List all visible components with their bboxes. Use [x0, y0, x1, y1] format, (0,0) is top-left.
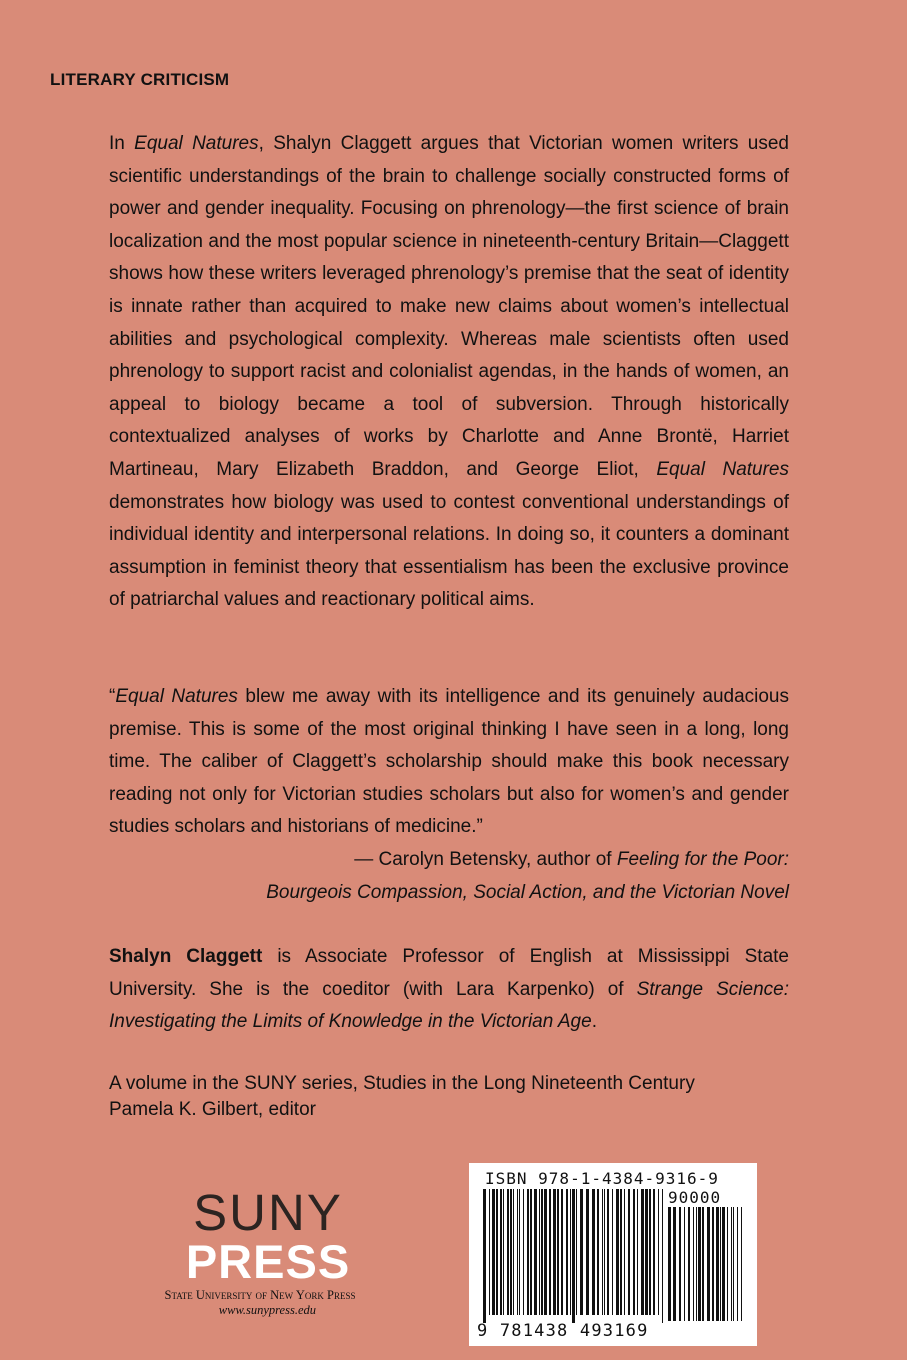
barcode-bar: [604, 1189, 605, 1315]
barcode-bar: [702, 1207, 704, 1321]
barcode-bar: [549, 1189, 551, 1315]
ean-barcode-bars: [483, 1189, 663, 1323]
barcode-bar: [592, 1189, 595, 1315]
addon-barcode-bars: [668, 1207, 742, 1321]
isbn-label: ISBN 978-1-4384-9316-9: [485, 1169, 719, 1188]
blurb-book-title: Equal Natures: [134, 133, 259, 154]
bio-text: is Associate Professor of English at Mississippi State University. She is the coeditor (with Lara Karpenko) of: [109, 946, 789, 1000]
barcode-bar: [741, 1207, 742, 1321]
barcode-bar: [576, 1189, 577, 1315]
blurb-paragraph: [109, 128, 789, 617]
barcode-bar: [698, 1207, 701, 1321]
barcode-bar: [570, 1189, 571, 1315]
barcode-bar: [523, 1189, 524, 1315]
barcode-bar: [668, 1207, 671, 1321]
barcode-bar: [602, 1189, 603, 1315]
quote-paragraph: [109, 681, 789, 844]
barcode-bar: [733, 1207, 734, 1321]
blurb-intro: In: [109, 133, 135, 154]
barcode-bar: [633, 1189, 635, 1315]
attribution-line-2: [266, 877, 789, 910]
barcode-bar: [620, 1189, 622, 1315]
endorsement-quote: [109, 681, 789, 844]
author-bio: [109, 941, 789, 1039]
barcode-bar: [707, 1207, 710, 1321]
quote-text: blew me away with its intelligence and its genuinely audacious premise. This is some of the most original thinking I have seen in a long, long time. The caliber of Claggett’s scholarship should make this book necessary reading not only for Victorian studies scholars but also for women’s and gender studies scholars and historians of medicine.”: [109, 686, 790, 838]
bio-paragraph: [109, 941, 789, 1039]
barcode-bar: [597, 1189, 599, 1315]
attribution-title-2: Bourgeois Compassion, Social Action, and the Victorian Novel: [266, 881, 789, 903]
barcode-bar: [737, 1207, 738, 1321]
barcode-bar: [572, 1189, 575, 1323]
barcode-bar: [503, 1189, 504, 1315]
barcode-bar: [662, 1189, 663, 1323]
barcode-bar: [653, 1189, 655, 1315]
barcode-bar: [612, 1189, 613, 1315]
barcode-bar: [489, 1189, 490, 1315]
barcode-bar: [492, 1189, 495, 1315]
barcode-bar: [580, 1189, 583, 1315]
publisher-url: www.sunypress.edu: [218, 1303, 316, 1317]
suny-press-logo: [140, 1184, 380, 1318]
blurb-text-1: , Shalyn Claggett argues that Victorian women writers used scientific understandings of the brain to challenge socially constructed forms of power and gender inequality. Focusing on phrenology—the first science of brain localization and the most popular science in nineteenth-century Britain—Claggett shows how these writers leveraged phrenology’s premise that the seat of identity is innate rather than acquired to make new claims about women’s intellectual abilities and psychological complexity. Whereas male scientists often used phrenology to support racist and colonialist agendas, in the hands of women, an appeal to biology became a tool of subversion. Through historically contextualized analyses of works by Charlotte and Anne Brontë, Harriet Martineau, Mary Elizabeth Braddon, and George Eliot,: [109, 133, 790, 480]
description-blurb: [109, 128, 789, 617]
bio-book-title: Strange Science: Investigating the Limits of Knowledge in the Victorian Age: [109, 978, 789, 1033]
barcode-bar: [544, 1189, 547, 1315]
barcode-bar: [586, 1189, 589, 1315]
barcode-bar: [557, 1189, 559, 1315]
attribution-title-1: Feeling for the Poor:: [616, 849, 789, 870]
barcode-bar: [649, 1189, 651, 1315]
logo-suny-text: SUNY: [193, 1184, 343, 1241]
barcode-bar: [716, 1207, 719, 1321]
attribution-line-1: [266, 844, 789, 877]
series-editor: Pamela K. Gilbert, editor: [109, 1099, 316, 1120]
addon-code: 90000: [668, 1188, 722, 1207]
barcode-bar: [513, 1189, 514, 1315]
bio-end: .: [591, 1011, 597, 1033]
barcode-bar: [722, 1207, 725, 1321]
barcode-bar: [553, 1189, 556, 1315]
barcode-bar: [530, 1189, 532, 1315]
barcode-bar: [561, 1189, 563, 1315]
barcode-bar: [679, 1207, 681, 1321]
barcode-bar: [637, 1189, 638, 1315]
barcode-bar: [519, 1189, 520, 1315]
barcode-bar: [510, 1189, 512, 1315]
isbn-barcode: [469, 1163, 757, 1346]
quote-attribution: [266, 844, 789, 909]
series-line-1: A volume in the SUNY series, Studies in the Long Nineteenth Century: [109, 1073, 695, 1094]
quote-open-mark: “: [109, 686, 116, 707]
barcode-bar: [727, 1207, 728, 1321]
barcode-bar: [616, 1189, 619, 1315]
barcode-bar: [624, 1189, 625, 1315]
barcode-bar: [496, 1189, 498, 1315]
barcode-bar: [693, 1207, 694, 1321]
barcode-bar: [658, 1189, 659, 1315]
barcode-bar: [712, 1207, 714, 1321]
barcode-bar: [645, 1189, 648, 1315]
barcode-bar: [500, 1189, 502, 1315]
barcode-bar: [566, 1189, 568, 1315]
series-info: [109, 1071, 809, 1123]
barcode-bar: [641, 1189, 644, 1315]
barcode-bar: [534, 1189, 537, 1315]
barcode-bar: [483, 1189, 486, 1323]
barcode-bar: [527, 1189, 529, 1315]
barcode-bar: [684, 1207, 685, 1321]
author-name: Shalyn Claggett: [109, 946, 263, 967]
quote-book-title: Equal Natures: [115, 686, 238, 707]
barcode-bar: [607, 1189, 609, 1315]
barcode-bar: [507, 1189, 509, 1315]
barcode-bar: [720, 1207, 721, 1321]
barcode-bar: [628, 1189, 630, 1315]
blurb-text-2: demonstrates how biology was used to contest conventional understandings of individual identity and interpersonal relations. In doing so, it counters a dominant assumption in feminist theory that essentialism has been the exclusive province of patriarchal values and reactionary political aims.: [109, 491, 789, 611]
barcode-bar: [517, 1189, 518, 1315]
barcode-bar: [688, 1207, 690, 1321]
attribution-prefix: — Carolyn Betensky, author of: [354, 849, 617, 870]
category-label: LITERARY CRITICISM: [50, 70, 230, 89]
barcode-bar: [539, 1189, 540, 1315]
blurb-book-title-2: Equal Natures: [656, 458, 790, 480]
ean-number: 9 781438 493169: [477, 1321, 649, 1341]
barcode-bar: [673, 1207, 676, 1321]
barcode-bar: [541, 1189, 543, 1315]
logo-press-text: PRESS: [185, 1235, 351, 1288]
publisher-name: State University of New York Press: [164, 1288, 356, 1302]
barcode-bar: [731, 1207, 732, 1321]
barcode-bar: [696, 1207, 697, 1321]
